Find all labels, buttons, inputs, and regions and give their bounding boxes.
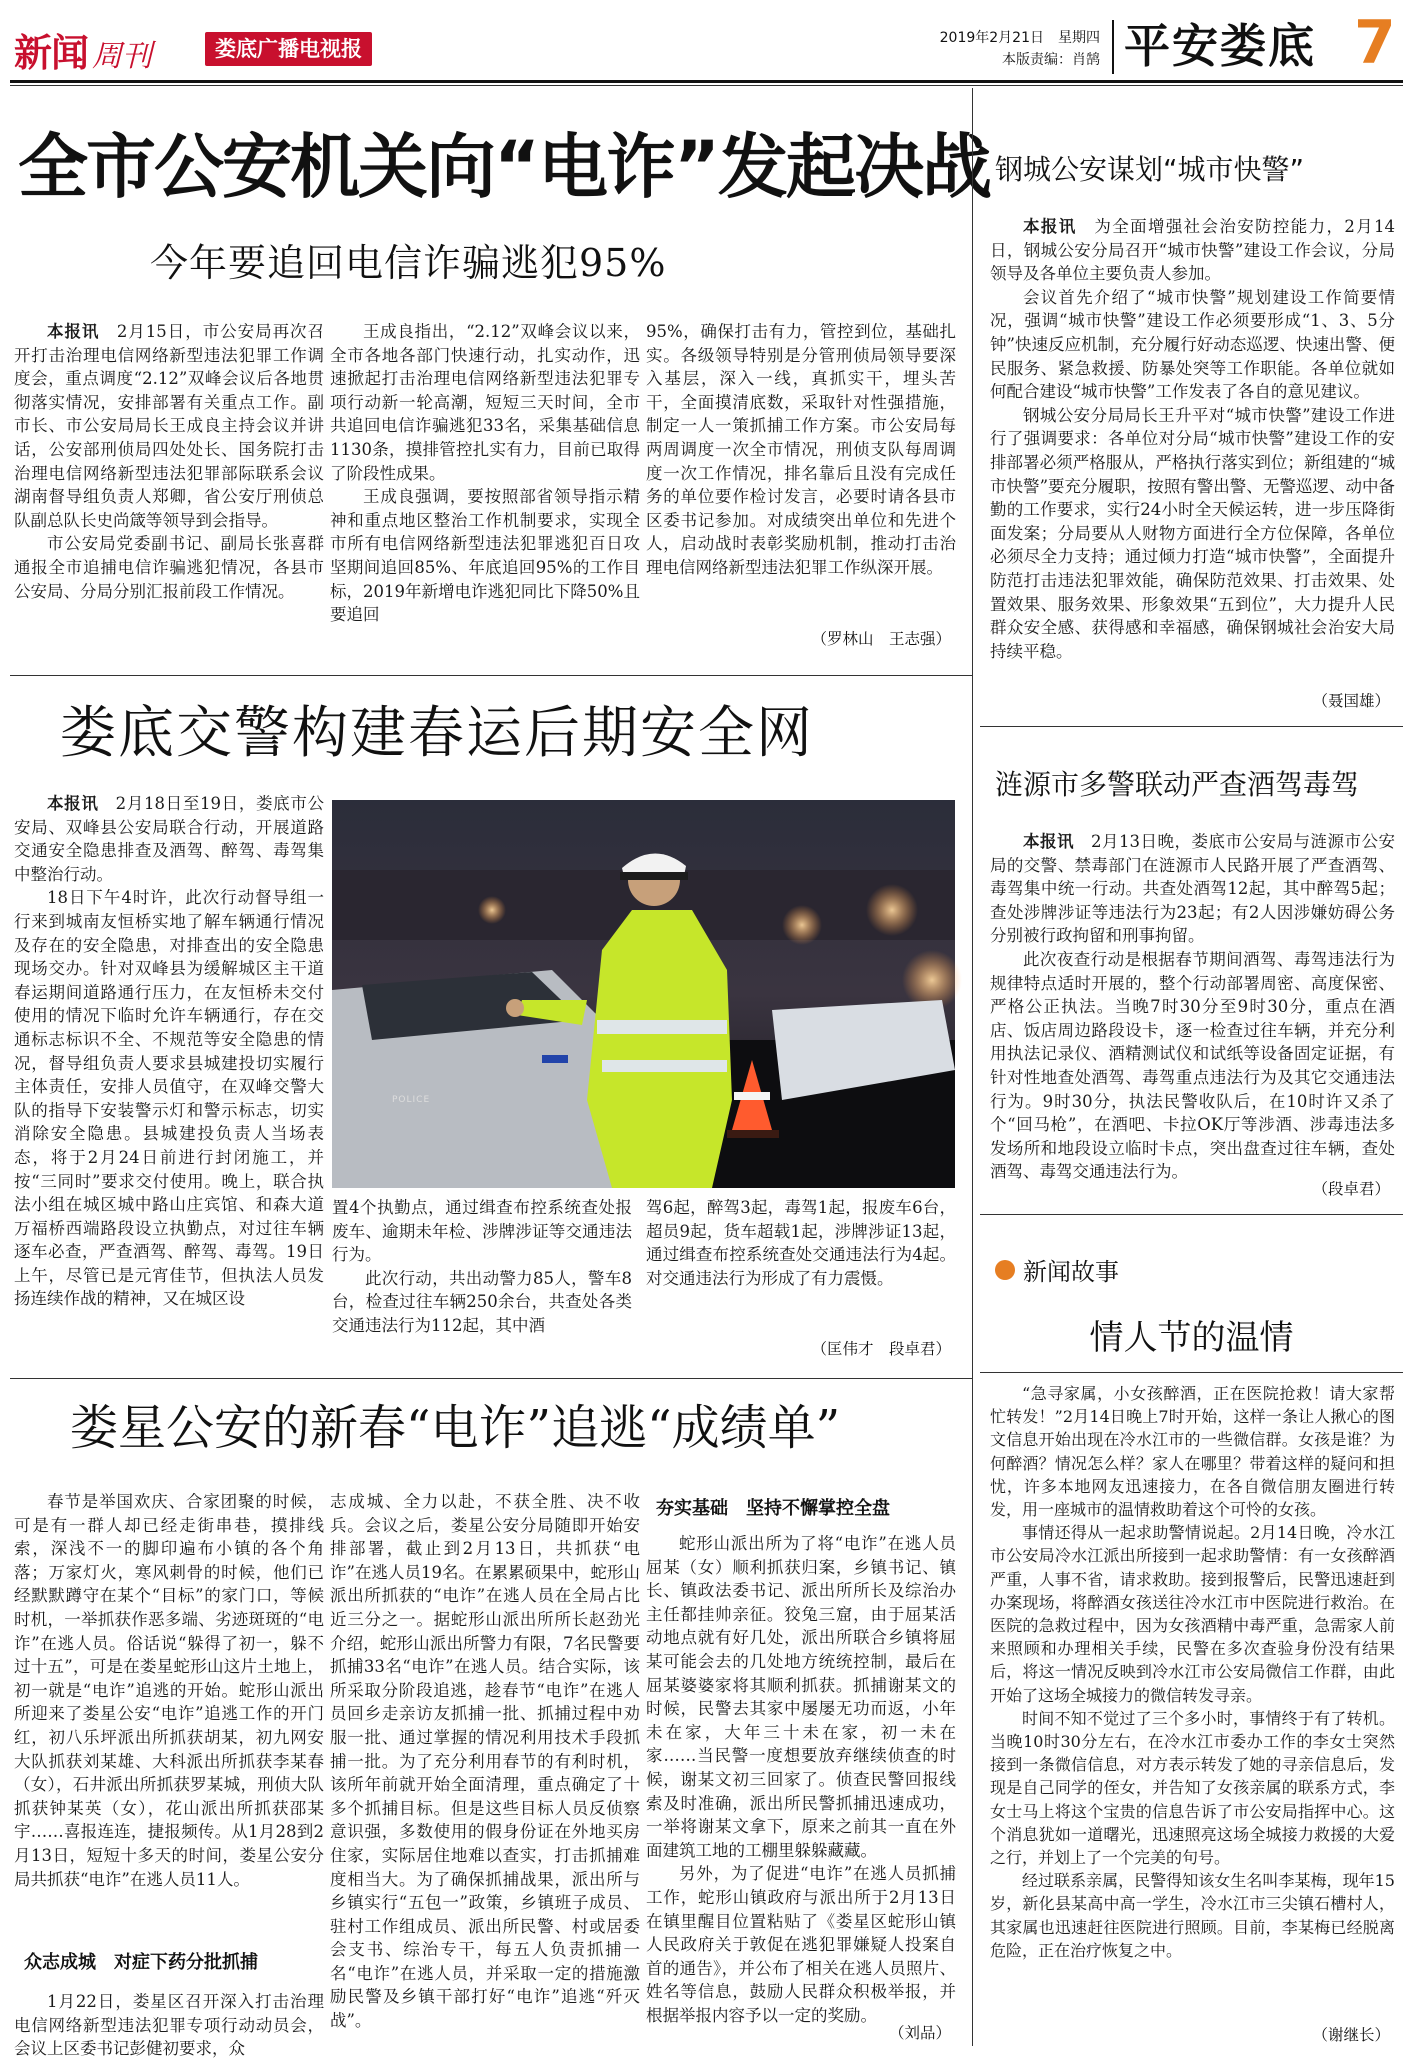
issue-date: 2019年2月21日 星期四	[939, 30, 1100, 46]
masthead-rule-thin	[10, 85, 1403, 86]
article3-para: 置4个执勤点，通过缉查布控系统查处报废车、逾期未年检、涉牌涉证等交通违法行为。	[332, 1198, 632, 1265]
article1-para: 市公安局党委副书记、副局长张喜群通报全市追捕电信诈骗逃犯情况，各县市公安局、分局分别汇报前段工作情况。	[14, 534, 324, 601]
story-para: 时间不知不觉过了三个多小时，事情终于有了转机。当晚10时30分左右，在冷水江市委办工作的李女士突然接到一条微信信息，对方表示转发了她的寻亲信息后，发现是自己同学的侄女，并告知了女孩亲属的联系方式，李女士马上将这个宝贵的信息告诉了市公安局指挥中心。这个消息犹如一道曙光，迅速照亮这场全城接力救援的大爱之行，并划上了一个完美的句号。	[990, 1708, 1395, 1868]
article2-title: 钢城公安谋划“城市快警”	[995, 153, 1305, 186]
news-story-rule	[980, 1372, 1403, 1373]
article5-para: 春节是举国欢庆、合家团聚的时候，可是有一群人却已经走街串巷，摸排线索，深浅不一的脚印遍布小镇的各个角落；万家灯火，寒风刺骨的时候，他们已经默默蹲守在某个“目标”的家门口，等候时机，一举抓获作恶多端、劣迹斑斑的“电诈”在逃人员。俗话说“躲得了初一，躲不过十五”，可是在娄星蛇形山这片土地上，初一就是“电诈”追逃的开始。蛇形山派出所迎来了娄星公安“电诈”追逃工作的开门红，初八乐坪派出所抓获胡某，初九网安大队抓获刘某雄、大科派出所抓获李某春（女），石井派出所抓获罗某城，刑侦大队抓获钟某英（女），花山派出所抓获邵某宇……喜报连连，捷报频传。从1月28到2月13日，短短十多天的时间，娄星公安分局共抓获“电诈”在逃人员11人。	[14, 1492, 324, 1889]
article1-para: 95%，确保打击有力，管控到位，基础扎实。各级领导特别是分管刑侦局领导要深入基层，深入一线，真抓实干，埋头苦干，全面摸清底数，采取针对性强措施，制定一人一策抓捕工作方案。市公安局每两周调度一次全市情况，刑侦支队每周调度一次工作情况，排名靠后且没有完成任务的单位要作检讨发言，必要时请各县市区委书记参加。对成绩突出单位和先进个人，启动战时表彰奖励机制，推动打击治理电信网络新型违法犯罪工作纵深开展。	[646, 322, 956, 577]
masthead-divider	[1112, 20, 1114, 74]
article5-col1-tail	[14, 1990, 324, 2059]
news-story-body	[990, 1382, 1395, 2034]
story-para: 经过联系亲属，民警得知该女生名叫李某梅，现年15岁，新化县某高中高一学生，冷水江市三尖镇石槽村人，其家属也迅速赶往医院进行照顾。目前，李某梅已经脱离危险，正在治疗恢复之中。	[990, 1871, 1395, 1960]
story-para: 事情还得从一起求助警情说起。2月14日晚，冷水江市公安局冷水江派出所接到一起求助警情：有一女孩醉酒严重，人事不省，请求救助。接到报警后，民警迅速赶到办案现场，将醉酒女孩送往冷水江市中医院进行救治。在医院的急救过程中，因为女孩酒精中毒严重，急需家人前来照顾和办理相关手续，民警在多次查验身份没有结果后，将这一情况反映到冷水江市公安局微信工作群，由此开始了这场全城接力的微信转发寻亲。	[990, 1523, 1395, 1705]
article4-body	[990, 830, 1395, 1184]
news-story-label	[995, 1252, 1119, 1286]
article5-subheading-1: 众志成城 对症下药分批抓捕	[24, 1952, 258, 1973]
logo-main: 新闻	[14, 31, 89, 75]
night-checkpoint-photo	[332, 800, 955, 1188]
article5-subheading-2: 夯实基础 坚持不懈掌控全盘	[656, 1498, 890, 1519]
article3-col3	[646, 1196, 956, 1336]
column-divider-right	[972, 88, 973, 1296]
article1-col2	[330, 320, 640, 650]
article3-para: 本报讯 2月18日至19日，娄底市公安局、双峰县公安局联合行动，开展道路交通安全隐患排查及酒驾、醉驾、毒驾集中整治行动。	[14, 794, 324, 884]
article5-para: 1月22日，娄星区召开深入打击治理电信网络新型违法犯罪专项行动动员会，会议上区委书记彭健初要求，众	[14, 1992, 324, 2059]
article2-para: 钢城公安分局局长王升平对“城市快警”建设工作进行了强调要求：各单位对分局“城市快警”建设工作的安排部署必须严格服从，严格执行落实到位；新组建的“城市快警”要充分履职，按照有警出警、无警巡逻、动中备勤的工作要求，实行24小时全天候运转，进一步压降街面发案；分局要从人财物方面进行全方位保障，各单位必须尽全力支持；通过倾力打造“城市快警”，全面提升防范打击违法犯罪效能，确保防范效果、打击效果、处置效果、服务效果、形象效果“五到位”，大力提升人民群众安全感、获得感和幸福感，确保钢城社会治安大局持续平稳。	[990, 405, 1395, 661]
article5-col2	[330, 1490, 640, 2042]
article3-col1	[14, 792, 324, 1364]
article3-col2	[332, 1196, 632, 1364]
article1-para: 本报讯 2月15日，市公安局再次召开打击治理电信网络新型违法犯罪工作调度会，重点调度“2.12”双峰会议后各地贯彻落实情况，安排部署有关重点工作。副市长、市公安局局长王成良主持会议并讲话，公安部刑侦局四处处长、国务院打击治理电信网络新型违法犯罪部际联系会议湖南督导组负责人郑卿，省公安厅刑侦总队副总队长史尚箴等领导到会指导。	[14, 322, 325, 530]
article2-para: 本报讯 为全面增强社会治安防控能力，2月14日，钢城公安分局召开“城市快警”建设工作会议，分局领导及各单位主要负责人参加。	[990, 217, 1396, 284]
article3-para: 18日下午4时许，此次行动督导组一行来到城南友恒桥实地了解车辆通行情况及存在的安全隐患，对排查出的安全隐患现场交办。针对双峰县为缓解城区主干道春运期间道路通行压力，在友恒桥未交付使用的情况下临时允许车辆通行，存在交通标志标识不全、不规范等安全隐患的情况，督导组负责人要求县城建投切实履行主体责任，安排人员值守，在双峰交警大队的指导下安装警示灯和警示标志，切实消除安全隐患。县城建投负责人当场表态，将于2月24日前进行封闭施工，并按“三同时”要求交付使用。晚上，联合执法小组在城区城中路山庄宾馆、和森大道万福桥西端路段设立执勤点，对过往车辆逐车必查，严查酒驾、醉驾、毒驾。19日上午，尽管已是元宵佳节，但执法人员发扬连续作战的精神，又在城区设	[14, 888, 324, 1309]
article1-col3	[646, 320, 956, 630]
article1-rule	[10, 675, 972, 676]
news-photo	[332, 800, 955, 1188]
masthead-logo	[14, 22, 153, 75]
article2-rule	[980, 726, 1403, 727]
article5-col1	[14, 1490, 324, 1946]
article1-byline: （罗林山 王志强）	[811, 630, 951, 648]
article5-col3	[646, 1532, 956, 2025]
news-story-section: 新闻故事	[1023, 1258, 1119, 1286]
station-badge: 娄底广播电视报	[205, 32, 372, 66]
article1-para: 王成良指出，“2.12”双峰会议以来，全市各地各部门快速行动，扎实动作，迅速掀起打击治理电信网络新型违法犯罪专项行动新一轮高潮，短短三天时间，全市共追回电信诈骗逃犯33名，采集基础信息1130条，摸排管控扎实有力，目前已取得了阶段性成果。	[330, 322, 640, 483]
story-para: “急寻家属，小女孩醉酒，正在医院抢救！请大家帮忙转发！”2月14日晚上7时开始，这样一条让人揪心的图文信息开始出现在冷水江市的一些微信群。女孩是谁？为何醉酒？情况怎么样？家人在哪里？带着这样的疑问和担忧，许多本地网友迅速接力，在各自微信朋友圈进行转发，用一座城市的温情救助着这个可怜的女孩。	[990, 1384, 1395, 1520]
news-story-title: 情人节的温情	[1089, 1318, 1294, 1358]
article1-title: 全市公安机关向“电诈”发起决战	[18, 126, 991, 208]
article5-para: 志成城、全力以赴，不获全胜、决不收兵。会议之后，娄星公安分局随即开始安排部署，截止到2月13日，共抓获“电诈”在逃人员19名。在累累硕果中，蛇形山派出所抓获的“电诈”在逃人员在全局占比近三分之一。据蛇形山派出所所长赵劲光介绍，蛇形山派出所警力有限，7名民警要抓捕33名“电诈”在逃人员。结合实际，该所采取分阶段追逃，趁春节“电诈”在逃人员回乡走亲访友抓捕一批、抓捕过程中劝服一批、通过掌握的情况利用技术手段抓捕一批。为了充分利用春节的有利时机，该所年前就开始全面清理，重点确定了十多个抓捕目标。但是这些目标人员反侦察意识强，多数使用的假身份证在外地买房住家，实际居住地难以查实，打击抓捕难度相当大。为了确保抓捕战果，派出所与乡镇实行“五包一”政策，乡镇班子成员、驻村工作组成员、派出所民警、村或居委会支书、综治专干，每五人负责抓捕一名“电诈”在逃人员，并采取一定的措施激励民警及乡镇干部打好“电诈”追逃“歼灭战”。	[330, 1492, 640, 2031]
page-editor: 本版责编：肖鹄	[1002, 52, 1100, 68]
police-car-badge: POLICE	[392, 1095, 431, 1105]
article3-para: 此次行动，共出动警力85人，警车8台，检查过往车辆250余台，共查处各类交通违法行为112起，其中酒	[332, 1268, 632, 1335]
article3-byline: （匡伟才 段卓君）	[811, 1340, 951, 1358]
section-title: 平安娄底	[1124, 19, 1316, 73]
article3-rule	[10, 1378, 972, 1379]
article2-para: 会议首先介绍了“城市快警”规划建设工作简要情况，强调“城市快警”建设工作必须要形成“1、3、5分钟”快速反应机制，充分履行好动态巡逻、快速出警、便民服务、紧急救援、防暴处突等工作职能。各单位就如何配合建设“城市快警”工作发表了各自的意见建议。	[990, 287, 1395, 402]
article5-para: 蛇形山派出所为了将“电诈”在逃人员屈某（女）顺利抓获归案，乡镇书记、镇长、镇政法委书记、派出所所长及综治办主任都挂帅亲征。狡兔三窟，由于屈某活动地点就有好几处，派出所联合乡镇将屈某可能会去的几处地方统统控制，最后在屈某婆婆家将其顺利抓获。抓捕谢某文的时候，民警去其家中屡屡无功而返，小年未在家，大年三十未在家，初一未在家……当民警一度想要放弃继续侦查的时候，谢某文初三回家了。侦查民警回报线索及时准确，派出所民警抓捕迅速成功，一举将谢某文拿下，原来之前其一直在外面建筑工地的工棚里躲躲藏藏。	[646, 1534, 956, 1860]
article2-byline: （聂国雄）	[1312, 692, 1390, 710]
article4-title: 涟源市多警联动严查酒驾毒驾	[995, 768, 1360, 801]
article2-body	[990, 215, 1395, 695]
article4-para: 此次夜查行动是根据春节期间酒驾、毒驾违法行为规律特点适时开展的，整个行动部署周密、高度保密、严格公正执法。当晚7时30分至9时30分，重点在酒店、饭店周边路段设卡，逐一检查过往车辆，并充分利用执法记录仪、酒精测试仪和试纸等设备固定证据，有针对性地查处酒驾、毒驾重点违法行为及其它交通违法行为。9时30分，执法民警收队后，在10时许又杀了个“回马枪”，在酒吧、卡拉OK厅等涉酒、涉毒违法多发场所和地段设立临时卡点，突出盘查过往车辆，查处酒驾、毒驾交通违法行为。	[990, 949, 1395, 1182]
masthead-rule	[10, 80, 1403, 83]
article4-rule	[980, 1214, 1403, 1215]
article4-para: 本报讯 2月13日晚，娄底市公安局与涟源市公安局的交警、禁毒部门在涟源市人民路开展了严查酒驾、毒驾集中统一行动。共查处酒驾12起，其中醉驾5起；查处涉牌涉证等违法行为23起；有2人因涉嫌妨碍公务分别被行政拘留和刑事拘留。	[990, 832, 1395, 946]
article5-title: 娄星公安的新春“电诈”追逃“成绩单”	[70, 1400, 841, 1456]
article3-title: 娄底交警构建春运后期安全网	[60, 701, 814, 766]
article5-para: 另外，为了促进“电诈”在逃人员抓捕工作，蛇形山镇政府与派出所于2月13日在镇里醒目位置粘贴了《娄星区蛇形山镇人民政府关于敦促在逃犯罪嫌疑人投案自首的通告》，并公布了相关在逃人员照片、姓名等信息，鼓励人民群众积极举报，并根据举报内容予以一定的奖励。	[646, 1864, 956, 2025]
news-story-byline: （谢继长）	[1312, 2026, 1390, 2044]
article4-byline: （段卓君）	[1312, 1180, 1390, 1198]
page-number: 7	[1354, 8, 1396, 78]
article1-col1	[14, 320, 324, 650]
article1-para: 王成良强调，要按照部省领导指示精神和重点地区整治工作机制要求，实现全市所有电信网络新型违法犯罪逃犯百日攻坚期间追回85%、年底追回95%的工作目标，2019年新增电诈逃犯同比下降50%且要追回	[330, 487, 640, 625]
column-divider-right-lower	[972, 1296, 973, 2046]
article5-byline: （刘品）	[888, 2024, 951, 2042]
lead-label: 本报讯	[47, 322, 100, 341]
article1-subtitle: 今年要追回电信诈骗逃犯95%	[150, 241, 667, 285]
article3-para: 驾6起，醉驾3起，毒驾1起，报废车6台，超员9起，货车超载1起，涉牌涉证13起，通过缉查布控系统查处交通违法行为4起。对交通违法行为形成了有力震慑。	[646, 1198, 956, 1288]
orange-dot-icon	[995, 1260, 1015, 1280]
logo-sub: 周刊	[92, 39, 153, 74]
